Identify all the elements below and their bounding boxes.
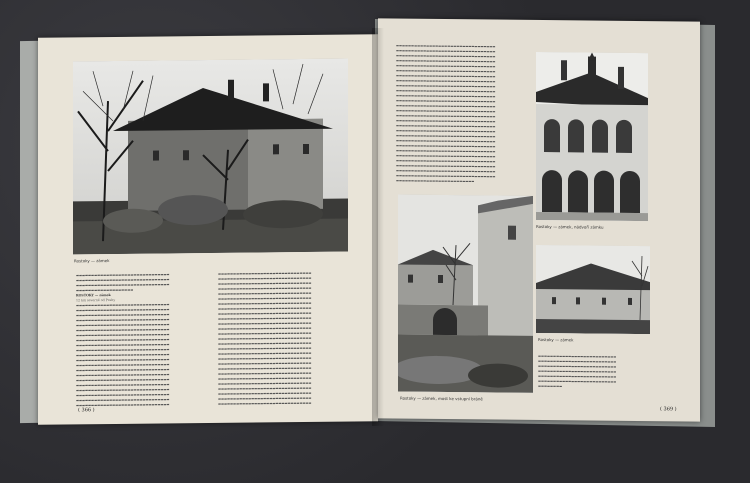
courtyard-photo <box>536 52 648 221</box>
left-page-number: ( 366 ) <box>78 407 95 414</box>
bridge-drawing <box>398 195 533 393</box>
left-text-column-1: ▬▬▬▬▬▬▬▬▬▬▬▬▬▬▬▬▬▬▬▬▬▬▬▬▬▬▬▬▬▬▬ ▬▬▬▬▬▬▬▬▬▬▬▬▬▬▬▬▬▬▬▬▬▬▬▬▬▬▬▬▬▬▬ ▬▬▬▬▬▬▬▬▬▬▬▬▬▬▬▬▬▬▬▬▬▬▬▬▬▬▬▬▬▬▬ ▬▬▬▬▬▬▬▬▬▬▬▬▬▬▬▬▬▬▬ ROSTOKY — zámek 12 km severně od Prahy ▬▬▬▬▬▬▬▬▬▬▬▬▬▬▬▬▬▬▬▬▬▬▬▬▬▬▬▬▬▬▬ ▬▬▬▬▬▬▬▬▬▬▬▬▬▬▬▬▬▬▬▬▬▬▬▬▬▬▬▬▬▬▬ ▬▬▬▬▬▬▬▬▬▬▬▬▬▬▬▬▬▬▬▬▬▬▬▬▬▬▬▬▬▬▬ ▬▬▬▬▬▬▬▬▬▬▬▬▬▬▬▬▬▬▬▬▬▬▬▬▬▬▬▬▬▬▬ ▬▬▬▬▬▬▬▬▬▬▬▬▬▬▬▬▬▬▬▬▬▬▬▬▬▬▬▬▬▬▬ ▬▬▬▬▬▬▬▬▬▬▬▬▬▬▬▬▬▬▬▬▬▬▬▬▬▬▬▬▬▬▬ ▬▬▬▬▬▬▬▬▬▬▬▬▬▬▬▬▬▬▬▬▬▬▬▬▬▬▬▬▬▬▬ ▬▬▬▬▬▬▬▬▬▬▬▬▬▬▬▬▬▬▬▬▬▬▬▬▬▬▬▬▬▬▬ ▬▬▬▬▬▬▬▬▬▬▬▬▬▬▬▬▬▬▬▬▬▬▬▬▬▬▬▬▬▬▬ ▬▬▬▬▬▬▬▬▬▬▬▬▬▬▬▬▬▬▬▬▬▬▬▬▬▬▬▬▬▬▬ ▬▬▬▬▬▬▬▬▬▬▬▬▬▬▬▬▬▬▬▬▬▬▬▬▬▬▬▬▬▬▬ ▬▬▬▬▬▬▬▬▬▬▬▬▬▬▬▬▬▬▬▬▬▬▬▬▬▬▬▬▬▬▬ ▬▬▬▬▬▬▬▬▬▬▬▬▬▬▬▬▬▬▬▬▬▬▬▬▬▬▬▬▬▬▬ ▬▬▬▬▬▬▬▬▬▬▬▬▬▬▬▬▬▬▬▬▬▬▬▬▬▬▬▬▬▬▬ ▬▬▬▬▬▬▬▬▬▬▬▬▬▬▬▬▬▬▬▬▬▬▬▬▬▬▬▬▬▬▬ ▬▬▬▬▬▬▬▬▬▬▬▬▬▬▬▬▬▬▬▬▬▬▬▬▬▬▬▬▬▬▬ ▬▬▬▬▬▬▬▬▬▬▬▬▬▬▬▬▬▬▬▬▬▬▬▬▬▬▬▬▬▬▬ ▬▬▬▬▬▬▬▬▬▬▬▬▬▬▬▬▬▬▬▬▬▬▬▬▬▬▬▬▬▬▬ ▬▬▬▬▬▬▬▬▬▬▬▬▬▬▬▬▬▬▬▬▬▬▬▬▬▬▬▬▬▬▬ ▬▬▬▬▬▬▬▬▬▬▬▬▬▬▬▬▬▬▬▬▬▬▬▬▬▬▬▬▬▬▬ ▬▬▬▬▬▬▬▬▬▬▬▬▬▬▬▬▬▬▬▬▬▬▬▬▬▬▬▬▬▬▬ <box>76 272 206 413</box>
courtyard-drawing <box>536 52 648 221</box>
right-page <box>378 18 700 421</box>
right-text-column-top: ▬▬▬▬▬▬▬▬▬▬▬▬▬▬▬▬▬▬▬▬▬▬▬▬▬▬▬▬▬▬▬▬▬ ▬▬▬▬▬▬▬▬▬▬▬▬▬▬▬▬▬▬▬▬▬▬▬▬▬▬▬▬▬▬▬▬▬ ▬▬▬▬▬▬▬▬▬▬▬▬▬▬▬▬▬▬▬▬▬▬▬▬▬▬▬▬▬▬▬▬▬ ▬▬▬▬▬▬▬▬▬▬▬▬▬▬▬▬▬▬▬▬▬▬▬▬▬▬▬▬▬▬▬▬▬ ▬▬▬▬▬▬▬▬▬▬▬▬▬▬▬▬▬▬▬▬▬▬▬▬▬▬▬▬▬▬▬▬▬ ▬▬▬▬▬▬▬▬▬▬▬▬▬▬▬▬▬▬▬▬▬▬▬▬▬▬▬▬▬▬▬▬▬ ▬▬▬▬▬▬▬▬▬▬▬▬▬▬▬▬▬▬▬▬▬▬▬▬▬▬▬▬▬▬▬▬▬ ▬▬▬▬▬▬▬▬▬▬▬▬▬▬▬▬▬▬▬▬▬▬▬▬▬▬▬▬▬▬▬▬▬ ▬▬▬▬▬▬▬▬▬▬▬▬▬▬▬▬▬▬▬▬▬▬▬▬▬▬▬▬▬▬▬▬▬ ▬▬▬▬▬▬▬▬▬▬▬▬▬▬▬▬▬▬▬▬▬▬▬▬▬▬▬▬▬▬▬▬▬ ▬▬▬▬▬▬▬▬▬▬▬▬▬▬▬▬▬▬▬▬▬▬▬▬▬▬▬▬▬▬▬▬▬ ▬▬▬▬▬▬▬▬▬▬▬▬▬▬▬▬▬▬▬▬▬▬▬▬▬▬▬▬▬▬▬▬▬ ▬▬▬▬▬▬▬▬▬▬▬▬▬▬▬▬▬▬▬▬▬▬▬▬▬▬▬▬▬▬▬▬▬ ▬▬▬▬▬▬▬▬▬▬▬▬▬▬▬▬▬▬▬▬▬▬▬▬▬▬▬▬▬▬▬▬▬ ▬▬▬▬▬▬▬▬▬▬▬▬▬▬▬▬▬▬▬▬▬▬▬▬▬▬▬▬▬▬▬▬▬ ▬▬▬▬▬▬▬▬▬▬▬▬▬▬▬▬▬▬▬▬▬▬▬▬▬▬▬▬▬▬▬▬▬ ▬▬▬▬▬▬▬▬▬▬▬▬▬▬▬▬▬▬▬▬▬▬▬▬▬▬▬▬▬▬▬▬▬ ▬▬▬▬▬▬▬▬▬▬▬▬▬▬▬▬▬▬▬▬▬▬▬▬▬▬▬▬▬▬▬▬▬ ▬▬▬▬▬▬▬▬▬▬▬▬▬▬▬▬▬▬▬▬▬▬▬▬▬▬▬▬▬▬▬▬▬ ▬▬▬▬▬▬▬▬▬▬▬▬▬▬▬▬▬▬▬▬▬▬▬▬▬▬▬▬▬▬▬▬▬ ▬▬▬▬▬▬▬▬▬▬▬▬▬▬▬▬▬▬▬▬▬▬▬▬▬▬▬▬▬▬▬▬▬ ▬▬▬▬▬▬▬▬▬▬▬▬▬▬▬▬▬▬▬▬▬▬▬▬▬▬▬▬▬▬▬▬▬ ▬▬▬▬▬▬▬▬▬▬▬▬▬▬▬▬▬▬▬▬▬▬▬▬▬▬▬▬▬▬▬▬▬ ▬▬▬▬▬▬▬▬▬▬▬▬▬▬▬▬▬▬▬▬▬▬▬▬▬▬▬▬▬▬▬▬▬ ▬▬▬▬▬▬▬▬▬▬▬▬▬▬▬▬▬▬▬▬▬▬▬▬▬▬▬▬▬▬▬▬▬ ▬▬▬▬▬▬▬▬▬▬▬▬▬▬▬▬▬▬▬▬▬▬▬▬▬▬▬▬▬▬▬▬▬ ▬▬▬▬▬▬▬▬▬▬▬▬▬▬▬▬▬▬▬▬▬▬▬▬▬▬▬▬▬▬▬▬▬ ▬▬▬▬▬▬▬▬▬▬▬▬▬▬▬▬▬▬▬▬▬▬▬▬▬▬ <box>396 43 496 184</box>
caption-bridge: Rostoky — zámek, most ke vstupní bráně <box>400 395 483 402</box>
caption-courtyard: Rostoky — zámek, nádvoří zámku <box>536 223 604 230</box>
left-text-column-2: ▬▬▬▬▬▬▬▬▬▬▬▬▬▬▬▬▬▬▬▬▬▬▬▬▬▬▬▬▬▬▬ ▬▬▬▬▬▬▬▬▬▬▬▬▬▬▬▬▬▬▬▬▬▬▬▬▬▬▬▬▬▬▬ ▬▬▬▬▬▬▬▬▬▬▬▬▬▬▬▬▬▬▬▬▬▬▬▬▬▬▬▬▬▬▬ ▬▬▬▬▬▬▬▬▬▬▬▬▬▬▬▬▬▬▬▬▬▬▬▬▬▬▬▬▬▬▬ ▬▬▬▬▬▬▬▬▬▬▬▬▬▬▬▬▬▬▬▬▬▬▬▬▬▬▬▬▬▬▬ ▬▬▬▬▬▬▬▬▬▬▬▬▬▬▬▬▬▬▬▬▬▬▬▬▬▬▬▬▬▬▬ ▬▬▬▬▬▬▬▬▬▬▬▬▬▬▬▬▬▬▬▬▬▬▬▬▬▬▬▬▬▬▬ ▬▬▬▬▬▬▬▬▬▬▬▬▬▬▬▬▬▬▬▬▬▬▬▬▬▬▬▬▬▬▬ ▬▬▬▬▬▬▬▬▬▬▬▬▬▬▬▬▬▬▬▬▬▬▬▬▬▬▬▬▬▬▬ ▬▬▬▬▬▬▬▬▬▬▬▬▬▬▬▬▬▬▬▬▬▬▬▬▬▬▬▬▬▬▬ ▬▬▬▬▬▬▬▬▬▬▬▬▬▬▬▬▬▬▬▬▬▬▬▬▬▬▬▬▬▬▬ ▬▬▬▬▬▬▬▬▬▬▬▬▬▬▬▬▬▬▬▬▬▬▬▬▬▬▬▬▬▬▬ ▬▬▬▬▬▬▬▬▬▬▬▬▬▬▬▬▬▬▬▬▬▬▬▬▬▬▬▬▬▬▬ ▬▬▬▬▬▬▬▬▬▬▬▬▬▬▬▬▬▬▬▬▬▬▬▬▬▬▬▬▬▬▬ ▬▬▬▬▬▬▬▬▬▬▬▬▬▬▬▬▬▬▬▬▬▬▬▬▬▬▬▬▬▬▬ ▬▬▬▬▬▬▬▬▬▬▬▬▬▬▬▬▬▬▬▬▬▬▬▬▬▬▬▬▬▬▬ ▬▬▬▬▬▬▬▬▬▬▬▬▬▬▬▬▬▬▬▬▬▬▬▬▬▬▬▬▬▬▬ ▬▬▬▬▬▬▬▬▬▬▬▬▬▬▬▬▬▬▬▬▬▬▬▬▬▬▬▬▬▬▬ ▬▬▬▬▬▬▬▬▬▬▬▬▬▬▬▬▬▬▬▬▬▬▬▬▬▬▬▬▬▬▬ ▬▬▬▬▬▬▬▬▬▬▬▬▬▬▬▬▬▬▬▬▬▬▬▬▬▬▬▬▬▬▬ ▬▬▬▬▬▬▬▬▬▬▬▬▬▬▬▬▬▬▬▬▬▬▬▬▬▬▬▬▬▬▬ ▬▬▬▬▬▬▬▬▬▬▬▬▬▬▬▬▬▬▬▬▬▬▬▬▬▬▬▬▬▬▬ ▬▬▬▬▬▬▬▬▬▬▬▬▬▬▬▬▬▬▬▬▬▬▬▬▬▬▬▬▬▬▬ ▬▬▬▬▬▬▬▬▬▬▬▬▬▬▬▬▬▬▬▬▬▬▬▬▬▬▬▬▬▬▬ ▬▬▬▬▬▬▬▬▬▬▬▬▬▬▬▬▬▬▬▬▬▬▬▬▬▬▬▬▬▬▬ ▬▬▬▬▬▬▬▬▬▬▬▬▬▬▬▬▬▬▬▬▬▬▬▬▬▬▬▬▬▬▬ ▬▬▬▬▬▬▬▬▬▬▬▬▬▬▬▬▬▬▬▬▬▬▬▬▬▬▬▬▬▬▬ <box>218 270 312 406</box>
right-page-number: ( 369 ) <box>660 406 677 413</box>
chateau-right-drawing <box>536 245 650 334</box>
bridge-photo <box>398 195 533 393</box>
left-page <box>38 34 378 425</box>
right-text-column-bottom: ▬▬▬▬▬▬▬▬▬▬▬▬▬▬▬▬▬▬▬▬▬▬▬▬▬▬ ▬▬▬▬▬▬▬▬▬▬▬▬▬▬▬▬▬▬▬▬▬▬▬▬▬▬ ▬▬▬▬▬▬▬▬▬▬▬▬▬▬▬▬▬▬▬▬▬▬▬▬▬▬ ▬▬▬▬▬▬▬▬▬▬▬▬▬▬▬▬▬▬▬▬▬▬▬▬▬▬ ▬▬▬▬▬▬▬▬▬▬▬▬▬▬▬▬▬▬▬▬▬▬▬▬▬▬ ▬▬▬▬▬▬▬▬▬▬▬▬▬▬▬▬▬▬▬▬▬▬▬▬▬▬ ▬▬▬▬▬▬▬▬ <box>538 353 617 389</box>
chateau-photo-left <box>73 59 348 255</box>
chateau-drawing <box>73 59 348 255</box>
book-gutter <box>372 28 384 426</box>
section-subheading: 12 km severně od Prahy <box>76 297 116 303</box>
section-heading: ROSTOKY — zámek <box>76 293 111 298</box>
chateau-photo-right <box>536 245 650 334</box>
photo-caption-left: Rostoky — zámek <box>74 258 110 264</box>
caption-chateau: Rostoky — zámek <box>538 336 574 343</box>
